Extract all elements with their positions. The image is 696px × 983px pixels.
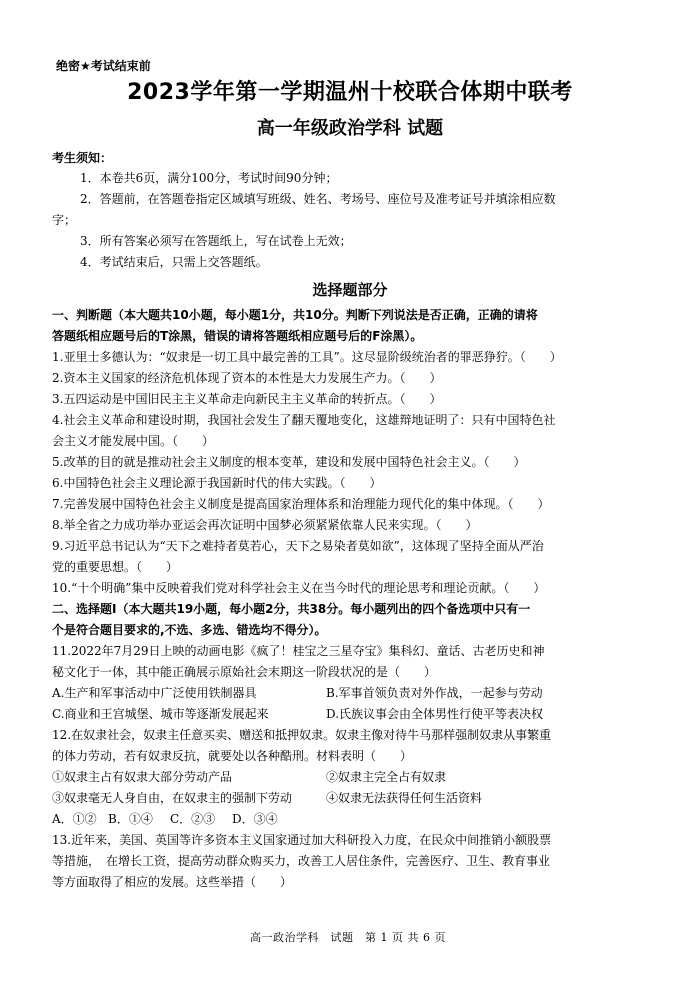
secret-mark: 绝密★考试结束前 [56,59,151,73]
notice-item: 字； [52,213,77,227]
q11-stem: 11.2022年7月29日上映的动画电影《疯了！桂宝之三星夺宝》集科幻、童话、古老历史和神 [52,644,545,658]
question-line: 7.完善发展中国特色社会主义制度是提高国家治理体系和治理能力现代化的集中体现。（ ） [52,497,550,511]
q11-options-row [52,704,648,725]
part1-heading: 一、判断题（本大题共10小题，每小题1分，共10分。判断下列说法是否正确，正确的请将 [52,308,538,322]
question-line: 4.社会主义革命和建设时期，我国社会发生了翻天覆地变化，这雄辩地证明了：只有中国特色社 [52,413,556,427]
question-line: 5.改革的目的就是推动社会主义制度的根本变革，建设和发展中国特色社会主义。（ ） [52,455,526,469]
q11-option-a: A.生产和军事活动中广泛使用铁制器具 [52,686,257,700]
notice-item: 3．所有答案必须写在答题纸上，写在试卷上无效； [80,234,352,248]
notice-item: 4．考试结束后，只需上交答题纸。 [80,255,268,269]
q13-stem: 等方面取得了相应的发展。这些举措（ ） [52,875,293,889]
q12-item-2: ②奴隶主完全占有奴隶 [326,770,447,784]
question-line: 1.亚里士多德认为：“奴隶是一切工具中最完善的工具”。这尽显阶级统治者的罪恶狰狞。（ ） [52,350,562,364]
q11-option-c: C.商业和王宫城堡、城市等逐渐发展起来 [52,707,269,721]
q12-choice-a: A．①② [52,812,97,826]
exam-title: 2023学年第一学期温州十校联合体期中联考 [127,80,573,105]
q12-choice-b: B．①④ [108,812,153,826]
q12-choice-c: C．②③ [170,812,216,826]
q13-stem: 13.近年来，美国、英国等许多资本主义国家通过加大科研投入力度，在民众中间推销小额股票 [52,833,552,847]
question-line: 10.“十个明确”集中反映着我们党对科学社会主义在当今时代的理论思考和理论贡献。（ ） [52,581,546,595]
notice-item: 1．本卷共6页，满分100分，考试时间90分钟； [80,171,338,185]
q12-item-3: ③奴隶毫无人身自由，在奴隶主的强制下劳动 [52,791,293,805]
part2-heading: 个是符合题目要求的,不选、多选、错选均不得分）。 [52,623,327,637]
question-line: 2.资本主义国家的经济危机体现了资本的本性是大力发展生产力。（ ） [52,371,442,385]
q11-option-b: B.军事首领负责对外作战，一起参与劳动 [326,686,543,700]
q12-item-1: ①奴隶主占有奴隶大部分劳动产品 [52,770,233,784]
notice-heading: 考生须知： [52,151,113,165]
section-title: 选择题部分 [312,281,388,299]
question-line: 党的重要思想。（ ） [52,560,179,574]
q12-stem: 12.在奴隶社会，奴隶主任意买卖、赠送和抵押奴隶。奴隶主像对待牛马那样强制奴隶从事繁重 [52,728,552,742]
q11-option-d: D.氏族议事会由全体男性行使平等表决权 [326,707,544,721]
notice-item: 2．答题前，在答题卷指定区域填写班级、姓名、考场号、座位号及准考证号并填涂相应数 [80,192,556,206]
q12-item-4: ④奴隶无法获得任何生活资料 [326,791,483,805]
q12-stem: 的体力劳动，若有奴隶反抗，就要处以各种酷刑。材料表明（ ） [52,749,413,763]
q12-choices [52,809,648,830]
q12-items-row [52,767,648,788]
q12-choice-d: D．③④ [232,812,278,826]
q11-stem: 秘文化于一体，其中能正确展示原始社会末期这一阶段状况的是（ ） [52,665,437,679]
part1-heading: 答题纸相应题号后的T涂黑，错误的请将答题纸相应题号后的F涂黑）。 [52,329,423,343]
q11-options-row [52,683,648,704]
page-footer: 高一政治学科 试题 第 1 页 共 6 页 [250,931,446,944]
q12-items-row [52,788,648,809]
q13-stem: 等措施， 在增长工资，提高劳动群众购买力，改善工人居住条件，完善医疗、卫生、教育事业 [52,854,551,868]
exam-subtitle: 高一年级政治学科 试题 [256,118,444,139]
question-line: 3.五四运动是中国旧民主主义革命走向新民主主义革命的转折点。（ ） [52,392,442,406]
question-line: 9.习近平总书记认为“天下之难持者莫若心，天下之易染者莫如欲”，这体现了坚持全面从严治 [52,539,544,553]
question-line: 会主义才能发展中国。（ ） [52,434,215,448]
part2-heading: 二、选择题Ⅰ（本大题共19小题，每小题2分，共38分。每小题列出的四个备选项中只有一 [52,602,531,616]
question-line: 6.中国特色社会主义理论源于我国新时代的伟大实践。（ ） [52,476,382,490]
question-line: 8.举全省之力成功举办亚运会再次证明中国梦必须紧紧依靠人民来实现。（ ） [52,518,478,532]
